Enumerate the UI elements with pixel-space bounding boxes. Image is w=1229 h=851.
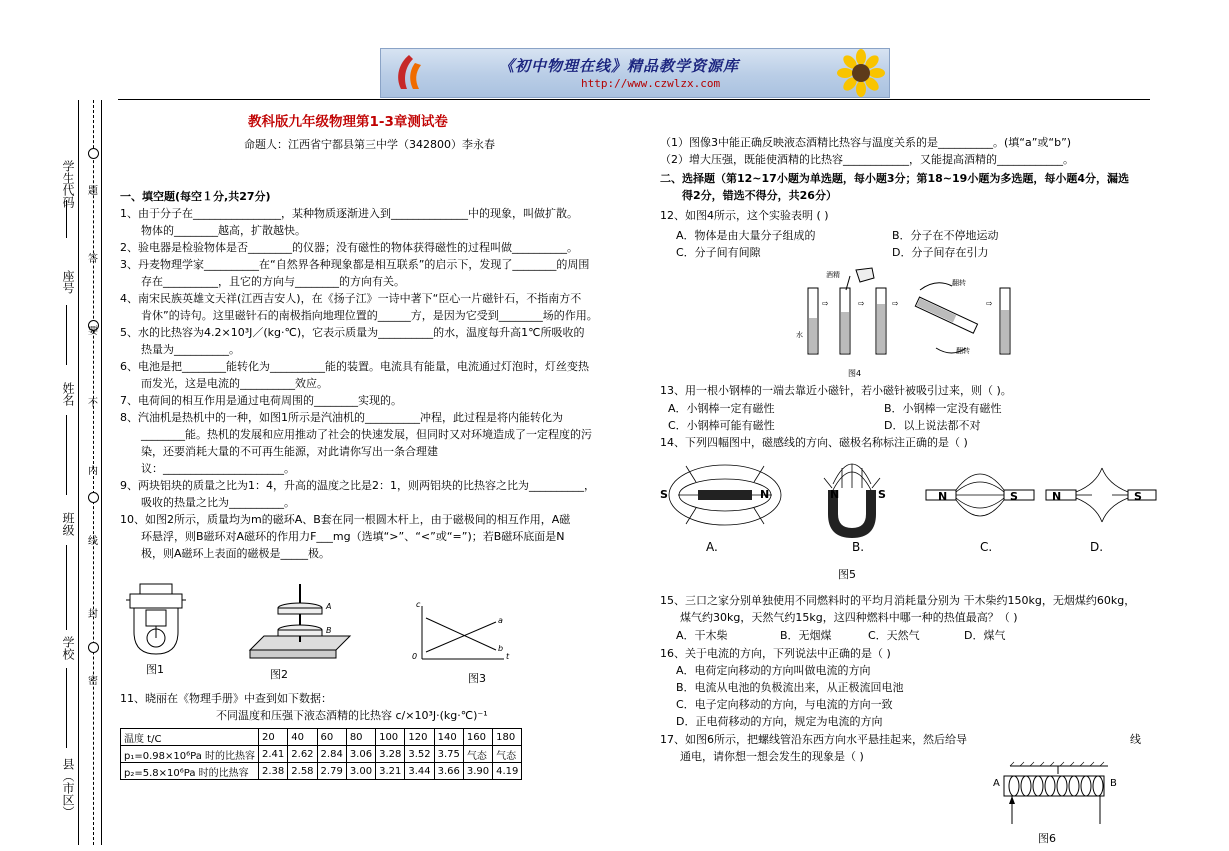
figure2-label-b: B xyxy=(326,626,332,635)
binding-hole xyxy=(88,148,99,159)
logo-icon xyxy=(387,53,429,93)
question-11: 11、晓丽在《物理手册》中查到如下数据： xyxy=(120,692,332,705)
binding-hole xyxy=(88,492,99,503)
question-line: 10、如图2所示，质量均为m的磁环A、B套在同一根圆木杆上，由于磁极间的相互作用，A磁 xyxy=(120,513,571,526)
fig5-c-s: S xyxy=(1010,490,1018,503)
fig5-b-n: N xyxy=(830,488,840,501)
figure3-line-a: a xyxy=(498,616,503,625)
table-cell: 3.28 xyxy=(376,746,405,763)
class-line xyxy=(66,545,67,630)
table-cell: 2.38 xyxy=(259,763,288,780)
svg-text:⇨: ⇨ xyxy=(858,299,865,308)
author-line: 命题人：江西省宁都县第三中学（342800）李永春 xyxy=(244,138,495,151)
data-table xyxy=(120,728,522,780)
figure3-axis-t: t xyxy=(506,652,510,661)
binding-char: 密 xyxy=(88,676,98,687)
table-cell: 60 xyxy=(317,729,346,746)
seat-line xyxy=(66,305,67,365)
question-15-cont: 煤气约30kg，天然气约15kg，这四种燃料中哪一种的热值最高？（ ) xyxy=(680,611,1018,624)
binding-hole xyxy=(88,642,99,653)
question-line: 肯休”的诗句。这里磁针石的南极指向地理位置的______方，是因为它受到________场的作用。 xyxy=(141,309,598,322)
section2-heading: 二、选择题（第12~17小题为单选题，每小题3分；第18~19小题为多选题，每小题4分，漏选 xyxy=(660,172,1129,185)
binding-char: 要 xyxy=(88,326,98,337)
table-cell: 气态 xyxy=(463,746,492,763)
q13-option-b: B．小钢棒一定没有磁性 xyxy=(884,402,1002,415)
header-rule xyxy=(118,99,1150,100)
table-cell: 4.19 xyxy=(493,763,522,780)
table-cell: 20 xyxy=(259,729,288,746)
page-title: 教科版九年级物理第1-3章测试卷 xyxy=(248,114,448,130)
fig5-label-d: D. xyxy=(1090,540,1104,554)
question-line: 6、电池是把________能转化为__________能的装置。电流具有能量，电流通过灯泡时，灯丝变热 xyxy=(120,360,589,373)
binding-line-inner xyxy=(101,100,102,845)
q15-option-d: D．煤气 xyxy=(964,629,1006,642)
q13-option-d: D．以上说法都不对 xyxy=(884,419,981,432)
table-cell: p₂=5.8×10⁶Pa 时的比热容 xyxy=(121,763,259,780)
fig5-b-s: S xyxy=(878,488,886,501)
figure4-shake-label: 翻转 xyxy=(952,279,966,287)
student-code-line xyxy=(66,200,67,238)
fig5-d-n: N xyxy=(1052,490,1062,503)
student-code-label: 学生代码 xyxy=(61,160,75,208)
question-17-cont: 通电，请你想一想会发生的现象是（ ) xyxy=(680,750,864,763)
sunflower-icon xyxy=(839,51,883,95)
fig5-label-a: A. xyxy=(706,540,718,554)
question-line: 3、丹麦物理学家__________在“自然界各种现象都是相互联系”的启示下，发现了________的周围 xyxy=(120,258,590,271)
table-row xyxy=(121,763,522,780)
question-12: 12、如图4所示，这个实验表明 ( ) xyxy=(660,209,829,222)
question-14: 14、下列四幅图中，磁感线的方向、磁极名称标注正确的是（ ) xyxy=(660,436,968,449)
binding-char: 内 xyxy=(88,466,98,477)
q12-option-b: B．分子在不停地运动 xyxy=(892,229,999,242)
section1-body xyxy=(120,205,615,562)
class-label: 班级 xyxy=(61,512,75,536)
figure3-graph xyxy=(412,604,512,664)
question-line: 2、验电器是检验物体是否________的仪器；没有磁性的物体获得磁性的过程叫做__________。 xyxy=(120,241,578,254)
figure5-caption: 图5 xyxy=(838,568,856,581)
fig5-label-b: B. xyxy=(852,540,865,554)
figure6-label-a: A xyxy=(993,778,1000,789)
table-cell: 3.52 xyxy=(405,746,434,763)
question-line: 1、由于分子在________________，某种物质逐渐进入到______________中的现象，叫做扩散。 xyxy=(120,207,578,220)
figure4-caption: 图4 xyxy=(848,369,862,378)
table-cell: 100 xyxy=(376,729,405,746)
binding-char: 封 xyxy=(88,609,98,620)
table-cell: 2.79 xyxy=(317,763,346,780)
binding-line-outer xyxy=(78,100,79,845)
banner-title: 《初中物理在线》精品教学资源库 xyxy=(499,57,740,75)
table-cell: 3.06 xyxy=(346,746,375,763)
figure4-shake-label-2: 翻转 xyxy=(956,347,970,355)
table-row xyxy=(121,746,522,763)
question-line: 议：______________________。 xyxy=(141,462,295,475)
question-13: 13、用一根小钢棒的一端去靠近小磁针，若小磁针被吸引过来，则（ )。 xyxy=(660,384,1012,397)
figure6-caption: 图6 xyxy=(1038,832,1056,845)
figure1-caption: 图1 xyxy=(146,663,164,676)
name-line xyxy=(66,415,67,495)
table-cell: 3.21 xyxy=(376,763,405,780)
fig5-d-s: S xyxy=(1134,490,1142,503)
question-line: 吸收的热量之比为__________。 xyxy=(141,496,295,509)
question-line: 7、电荷间的相互作用是通过电荷周围的________实现的。 xyxy=(120,394,402,407)
figure6-label-b: B xyxy=(1110,778,1117,789)
q13-option-c: C．小钢棒可能有磁性 xyxy=(668,419,775,432)
q11-sub-1: （1）图像3中能正确反映液态酒精比热容与温度关系的是__________。(填“a”或“b”) xyxy=(660,136,1072,149)
table-cell: 40 xyxy=(288,729,317,746)
figure1-engine-diagram xyxy=(122,580,190,660)
question-line: ________能。热机的发展和应用推动了社会的快速发展，但同时又对环境造成了一定程度的污 xyxy=(141,428,592,441)
question-line: 物体的________越高，扩散越快。 xyxy=(141,224,306,237)
table-cell: 3.00 xyxy=(346,763,375,780)
q12-option-a: A．物体是由大量分子组成的 xyxy=(676,229,816,242)
q15-option-b: B．无烟煤 xyxy=(780,629,832,642)
figure3-caption: 图3 xyxy=(468,672,486,685)
table-cell: 2.84 xyxy=(317,746,346,763)
question-line: 存在__________，且它的方向与________的方向有关。 xyxy=(141,275,405,288)
table-cell: 3.44 xyxy=(405,763,434,780)
figure3-origin: 0 xyxy=(412,652,418,661)
section1-heading: 一、填空题(每空１分,共27分) xyxy=(120,190,271,203)
q12-option-c: C．分子间有间隙 xyxy=(676,246,761,259)
table-cell: 温度 t/C xyxy=(121,729,259,746)
question-line: 9、两块铝块的质量之比为1：4，升高的温度之比是2：1，则两铝块的比热容之比为__________， xyxy=(120,479,595,492)
figure2-caption: 图2 xyxy=(270,668,288,681)
table-cell: 120 xyxy=(405,729,434,746)
figure4-tube-experiment xyxy=(796,268,1026,364)
question-line: 而发光，这是电流的__________效应。 xyxy=(141,377,328,390)
table-cell: 3.75 xyxy=(434,746,463,763)
county-label: 县（市区） xyxy=(61,758,75,818)
question-16: 16、关于电流的方向，下列说法中正确的是（ ) xyxy=(660,647,891,660)
q13-option-a: A．小钢棒一定有磁性 xyxy=(668,402,775,415)
question-line: 环悬浮，则B磁环对A磁环的作用力F___mg（选填“>”、“<”或“=”)；若B磁环底面是N xyxy=(141,530,565,543)
question-17-end: 线 xyxy=(1130,733,1141,746)
binding-char: 题 xyxy=(88,186,98,197)
figure4-water-label: 水 xyxy=(796,331,803,339)
figure6-solenoid xyxy=(990,762,1120,828)
question-line: 染，还要消耗大量的不可再生能源，对此请你写出一条合理建 xyxy=(141,445,438,458)
figure3-line-b: b xyxy=(498,644,504,653)
q12-option-d: D．分子间存在引力 xyxy=(892,246,989,259)
figure4-alcohol-label: 酒精 xyxy=(826,271,840,279)
figure3-axis-c: c xyxy=(416,600,421,609)
fig5-a-n: N xyxy=(760,488,770,501)
school-label: 学校 xyxy=(61,636,75,660)
table-cell: 3.90 xyxy=(463,763,492,780)
question-line: 4、南宋民族英雄文天祥(江西吉安人)，在《扬子江》一诗中著下“臣心一片磁针石，不指南方不 xyxy=(120,292,582,305)
table-cell: 3.66 xyxy=(434,763,463,780)
figure2-magnet-rings xyxy=(250,582,350,662)
q15-option-a: A．干木柴 xyxy=(676,629,728,642)
table-cell: 2.62 xyxy=(288,746,317,763)
school-line xyxy=(66,668,67,748)
q16-option-c: C．电子定向移动的方向，与电流的方向一致 xyxy=(676,698,893,711)
binding-char: 不 xyxy=(88,398,98,409)
svg-text:⇨: ⇨ xyxy=(822,299,829,308)
table-cell: 80 xyxy=(346,729,375,746)
q16-option-b: B．电流从电池的负极流出来，从正极流回电池 xyxy=(676,681,904,694)
table-cell: 160 xyxy=(463,729,492,746)
section2-heading-cont: 得2分，错选不得分，共26分） xyxy=(682,189,837,202)
question-line: 8、汽油机是热机中的一种，如图1所示是汽油机的__________冲程，此过程是将内能转化为 xyxy=(120,411,563,424)
svg-text:⇨: ⇨ xyxy=(892,299,899,308)
q16-option-d: D．正电荷移动的方向，规定为电流的方向 xyxy=(676,715,883,728)
svg-text:⇨: ⇨ xyxy=(986,299,993,308)
q16-option-a: A．电荷定向移动的方向叫做电流的方向 xyxy=(676,664,871,677)
question-line: 极，则A磁环上表面的磁极是_____极。 xyxy=(141,547,331,560)
question-15: 15、三口之家分别单独使用不同燃料时的平均月消耗量分别为 干木柴约150kg，无烟煤约60kg， xyxy=(660,594,1136,607)
table-title: 不同温度和压强下液态酒精的比热容 c/×10³J·(kg·℃)⁻¹ xyxy=(216,709,488,722)
banner xyxy=(380,48,890,98)
binding-char: 线 xyxy=(88,536,98,547)
fig5-c-n: N xyxy=(938,490,948,503)
name-label: 姓名 xyxy=(61,382,75,406)
question-line: 热量为__________。 xyxy=(141,343,240,356)
seat-label: 座号 xyxy=(61,270,75,294)
fig5-a-s: S xyxy=(660,488,668,501)
table-cell: p₁=0.98×10⁶Pa 时的比热容 xyxy=(121,746,259,763)
table-header-row xyxy=(121,729,522,746)
figure2-label-a: A xyxy=(326,602,332,611)
figure5-magnet-fields xyxy=(656,454,1156,554)
fig5-label-c: C. xyxy=(980,540,993,554)
table-cell: 180 xyxy=(493,729,522,746)
table-cell: 2.41 xyxy=(259,746,288,763)
q11-sub-2: （2）增大压强，既能使酒精的比热容____________，又能提高酒精的____________。 xyxy=(660,153,1074,166)
q15-option-c: C．天然气 xyxy=(868,629,920,642)
banner-url: http://www.czwlzx.com xyxy=(581,77,721,90)
question-line: 5、水的比热容为4.2×10³J／(kg·℃)，它表示质量为__________的水，温度每升高1℃所吸收的 xyxy=(120,326,585,339)
table-cell: 气态 xyxy=(493,746,522,763)
table-cell: 2.58 xyxy=(288,763,317,780)
question-17: 17、如图6所示，把螺线管沿东西方向水平悬挂起来，然后给导 xyxy=(660,733,967,746)
table-cell: 140 xyxy=(434,729,463,746)
binding-char: 答 xyxy=(88,254,98,265)
